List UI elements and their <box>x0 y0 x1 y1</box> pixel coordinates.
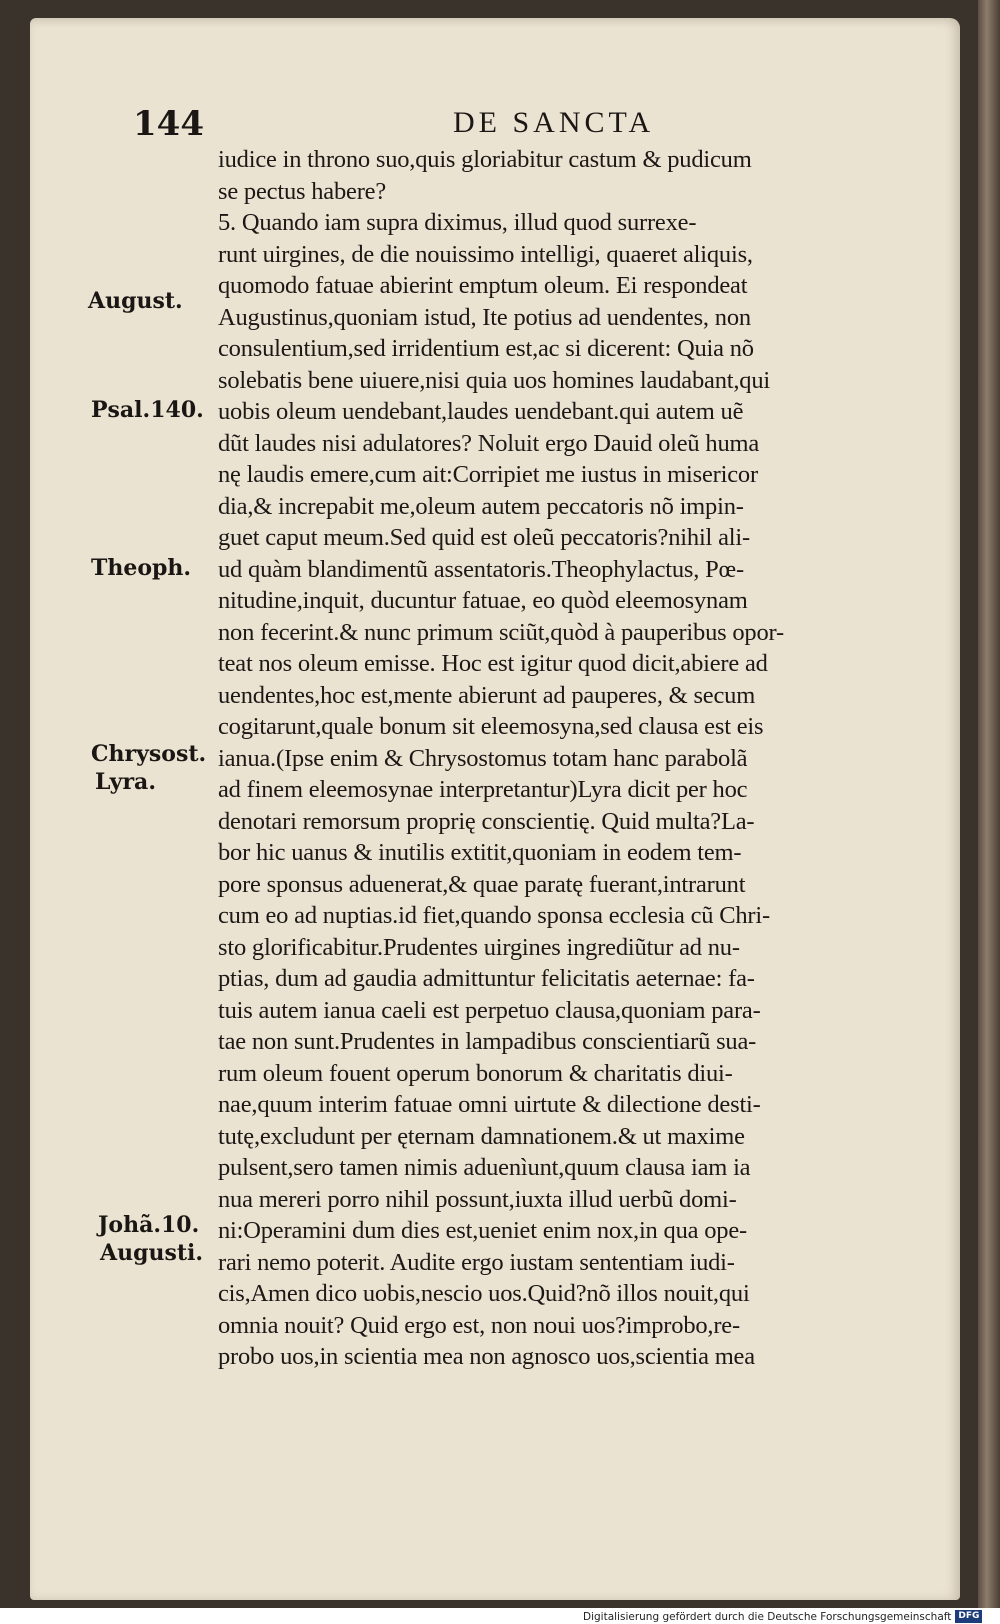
margin-note-joha: Johã.10. <box>98 1212 200 1238</box>
text-line: nę laudis emere,cum ait:Corripiet me iustus in misericor <box>218 461 758 488</box>
text-line: dia,& increpabit me,oleum autem peccatoris nõ impin- <box>218 492 744 520</box>
dfg-logo: DFG <box>955 1610 982 1623</box>
text-line: solebatis bene uiuere,nisi quia uos homines laudabant,qui <box>218 366 770 394</box>
margin-note-theoph: Theoph. <box>91 555 192 581</box>
text-line: quomodo fatuae abierint emptum oleum. Ei respondeat <box>218 272 748 299</box>
page-number: 144 <box>133 104 204 144</box>
text-line: iudice in throno suo,quis gloriabitur castum & pudicum <box>218 146 752 173</box>
margin-note-august: August. <box>88 288 183 314</box>
text-line: rum oleum fouent operum bonorum & charitatis diui- <box>218 1059 733 1087</box>
body-text <box>218 144 970 1373</box>
digitization-footer <box>583 1610 1000 1624</box>
margin-note-psal: Psal.140. <box>91 397 204 423</box>
text-line: guet caput meum.Sed quid est oleũ peccatoris?nihil ali- <box>218 524 750 551</box>
text-line: nitudine,inquit, ducuntur fatuae, eo quòd eleemosynam <box>218 587 748 614</box>
running-head: DE SANCTA <box>453 106 655 139</box>
text-line: teat nos oleum emisse. Hoc est igitur quod dicit,abiere ad <box>218 650 768 677</box>
text-line: uobis oleum uendebant,laudes uendebant.qui autem uẽ <box>218 398 744 425</box>
text-line: rari nemo poterit. Audite ergo iustam sententiam iudi- <box>218 1248 735 1276</box>
text-line: nua mereri porro nihil possunt,iuxta illud uerbũ domi- <box>218 1185 737 1213</box>
text-line: omnia nouit? Quid ergo est, non noui uos?improbo,re- <box>218 1311 740 1339</box>
text-line: pore sponsus aduenerat,& quae paratę fuerant,intrarunt <box>218 870 746 898</box>
page-header <box>133 104 733 148</box>
text-line: cogitarunt,quale bonum sit eleemosyna,sed clausa est eis <box>218 713 764 740</box>
margin-note-augusti: Augusti. <box>100 1240 204 1266</box>
text-line: Augustinus,quoniam istud, Ite potius ad uendentes, non <box>218 303 751 331</box>
text-line: uendentes,hoc est,mente abierunt ad pauperes, & secum <box>218 681 756 709</box>
text-line: runt uirgines, de die nouissimo intelligi, quaeret aliquis, <box>218 240 753 268</box>
text-line: bor hic uanus & inutilis extitit,quoniam in eodem tem- <box>218 839 742 866</box>
text-line: cis,Amen dico uobis,nescio uos.Quid?nõ illos nouit,qui <box>218 1280 750 1307</box>
text-line: cum eo ad nuptias.id fiet,quando sponsa ecclesia cũ Chri- <box>218 902 770 929</box>
text-line: sto glorificabitur.Prudentes uirgines ingrediũtur ad nu- <box>218 933 740 961</box>
text-line: ud quàm blandimentũ assentatoris.Theophylactus, Pœ- <box>218 555 744 583</box>
text-line: dũt laudes nisi adulatores? Noluit ergo Dauid oleũ huma <box>218 429 760 457</box>
text-line: tae non sunt.Prudentes in lampadibus conscientiarũ sua- <box>218 1028 757 1055</box>
text-line: pulsent,sero tamen nimis aduenìunt,quum clausa iam ia <box>218 1154 751 1181</box>
text-line: probo uos,in scientia mea non agnosco uos,scientia mea <box>218 1343 755 1370</box>
text-line: denotari remorsum proprię conscientię. Quid multa?La- <box>218 807 755 835</box>
book-spine <box>978 0 1000 1608</box>
text-line: nae,quum interim fatuae omni uirtute & dilectione desti- <box>218 1091 761 1118</box>
text-line: ad finem eleemosynae interpretantur)Lyra dicit per hoc <box>218 776 748 803</box>
text-line: tuis autem ianua caeli est perpetuo clausa,quoniam para- <box>218 996 761 1024</box>
margin-note-lyra: Lyra. <box>95 769 156 795</box>
footer-credit: Digitalisierung gefördert durch die Deutsche Forschungsgemeinschaft <box>583 1611 952 1623</box>
text-line: ptias, dum ad gaudia admittuntur felicitatis aeternae: fa- <box>218 965 755 992</box>
text-line: ni:Operamini dum dies est,ueniet enim nox,in qua ope- <box>218 1217 747 1244</box>
text-line: se pectus habere? <box>218 177 387 205</box>
text-line: 5. Quando iam supra diximus, illud quod surrexe- <box>218 209 697 236</box>
text-line: tutę,excludunt per ęternam damnationem.& ut maxime <box>218 1122 745 1150</box>
text-line: ianua.(Ipse enim & Chrysostomus totam hanc parabolã <box>218 744 748 772</box>
margin-note-chrysost: Chrysost. <box>91 741 207 767</box>
text-line: consulentium,sed irridentium est,ac si dicerent: Quia nõ <box>218 335 754 362</box>
text-line: non fecerint.& nunc primum sciũt,quòd à pauperibus opor- <box>218 618 784 646</box>
